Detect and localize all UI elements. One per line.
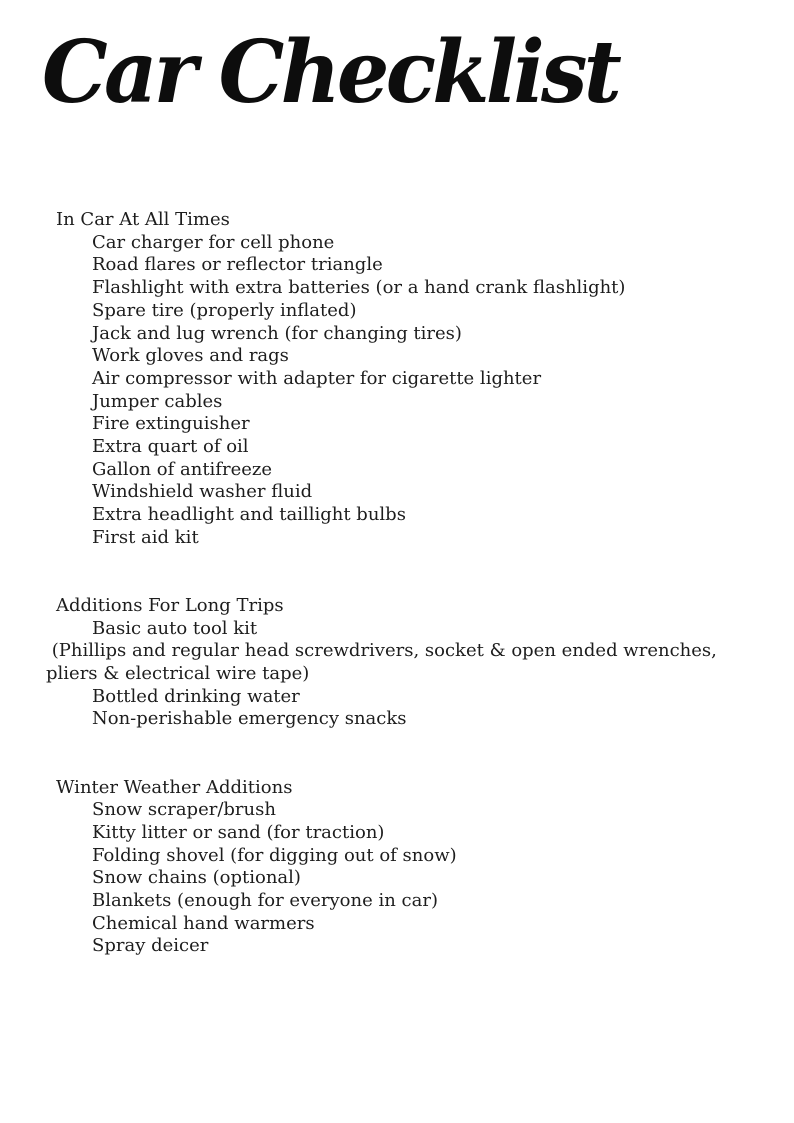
checklist-item: Extra headlight and taillight bulbs: [92, 504, 406, 526]
checklist-item: Jack and lug wrench (for changing tires): [92, 322, 462, 344]
checklist-item: Car charger for cell phone: [92, 231, 335, 253]
checklist-item: Windshield washer fluid: [92, 481, 313, 503]
checklist-item: Road flares or reflector triangle: [92, 254, 383, 276]
checklist-item: Blankets (enough for everyone in car): [92, 890, 438, 912]
checklist-content: [46, 209, 766, 958]
checklist-item: Work gloves and rags: [92, 345, 289, 367]
checklist-item: Folding shovel (for digging out of snow): [92, 844, 457, 866]
sections: [46, 209, 766, 958]
checklist-item: First aid kit: [92, 526, 199, 548]
checklist-item: Basic auto tool kit: [92, 617, 258, 639]
section-items: [56, 799, 766, 958]
document-title: Car Checklist: [42, 22, 619, 123]
checklist-item: Flashlight with extra batteries (or a hand crank flashlight): [92, 277, 626, 299]
checklist-item: Kitty litter or sand (for traction): [92, 821, 385, 843]
checklist-section: [46, 594, 766, 731]
checklist-item: Snow scraper/brush: [92, 799, 276, 821]
checklist-item: Spray deicer: [92, 935, 209, 957]
checklist-item: Chemical hand warmers: [92, 912, 315, 934]
checklist-item: Snow chains (optional): [92, 867, 301, 889]
checklist-item: (Phillips and regular head screwdrivers, socket & open ended wrenches,: [46, 640, 717, 662]
checklist-item: Spare tire (properly inflated): [92, 299, 357, 321]
checklist-item: pliers & electrical wire tape): [46, 663, 310, 685]
checklist-item: Non-perishable emergency snacks: [92, 708, 407, 730]
checklist-item: Gallon of antifreeze: [92, 458, 273, 480]
section-items: [46, 617, 766, 732]
checklist-item: Bottled drinking water: [92, 685, 300, 707]
checklist-item: Jumper cables: [92, 390, 223, 412]
section-title: In Car At All Times: [56, 209, 230, 230]
section-title: Winter Weather Additions: [56, 776, 293, 798]
checklist-section: [56, 777, 766, 959]
section-title: Additions For Long Trips: [56, 594, 284, 616]
checklist-section: [56, 209, 766, 550]
checklist-item: Extra quart of oil: [92, 436, 249, 458]
checklist-item: Air compressor with adapter for cigarette lighter: [92, 367, 542, 389]
section-items: [56, 232, 766, 550]
checklist-item: Fire extinguisher: [92, 413, 250, 435]
